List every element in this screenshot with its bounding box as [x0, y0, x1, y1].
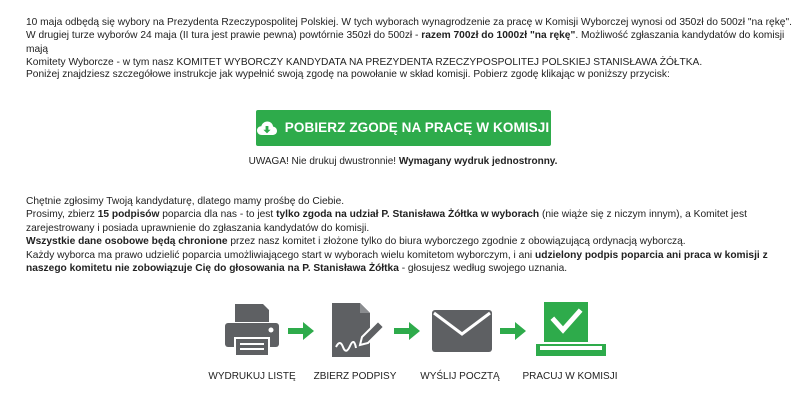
step-label-send: WYŚLIJ POCZTĄ	[420, 371, 500, 382]
intro-line-1: 10 maja odbędą się wybory na Prezydenta Rzeczypospolitej Polskiej. W tych wyborach wynagrodzenie za pracę w Komisji Wyborczej wynosi od 350zł do 500zł "na rękę".	[26, 17, 792, 28]
p3-bold: Wszystkie dane osobowe będą chronione	[26, 236, 228, 248]
intro-line-2	[26, 29, 802, 56]
p2-bold-signatures: 15 podpisów	[97, 209, 160, 221]
steps-row	[0, 300, 806, 400]
details-p4	[26, 249, 802, 276]
intro-line-2-c: . Możliwość zgłaszania kandydatów do komisji mają	[26, 30, 785, 55]
details-p1: Chętnie zgłosimy Twoją kandydaturę, dlatego mamy prośbę do Ciebie.	[26, 196, 345, 207]
cta-section	[0, 110, 806, 168]
instructions-text: Poniżej znajdziesz szczegółowe instrukcje jak wypełnić swoją zgodę na powołanie w skład komisji. Pobierz zgodę klikając w poniższy przycisk:	[26, 69, 670, 80]
p2-e: (nie wiąże się z niczym innym), a Komitet jest zarejestrowany i posiada uprawnienie do zgłaszania kandydatów do komisji.	[26, 209, 747, 234]
p3-b: przez nasz komitet i złożone tylko do biura wyborczego zgodnie z obowiązującą ordynacją wyborczą.	[227, 236, 686, 248]
p2-c: poparcia dla nas - to jest	[159, 209, 277, 221]
details-p3	[26, 235, 802, 248]
intro-text	[26, 16, 802, 70]
intro-line-3: Komitety Wyborcze - w tym nasz KOMITET WYBORCZY KANDYDATA NA PREZYDENTA RZECZYPOSPOLITEJ POLSKIEJ STANISŁAWA ŻÓŁTKA.	[26, 57, 703, 69]
p4-c: - głosujesz według swojego uznania.	[398, 263, 568, 275]
cloud-download-icon	[257, 121, 277, 136]
warning-bold: Wymagany wydruk jednostronny.	[398, 156, 558, 167]
details-p2	[26, 208, 802, 235]
download-consent-button[interactable]	[256, 110, 551, 146]
steps-labels	[0, 300, 806, 400]
p2-bold-consent: tylko zgoda na udział P. Stanisława Żółtka w wyborach	[276, 209, 540, 221]
p4-a: Każdy wyborca ma prawo udzielić poparcia umożliwiającego start w wyborach wielu komitetom wyborczym, i ani	[26, 249, 536, 261]
step-label-collect: ZBIERZ PODPISY	[313, 371, 397, 382]
step-label-work: PRACUJ W KOMISJI	[522, 371, 618, 382]
p4-bold: udzielony podpis poparcia ani praca w komisji z naszego komitetu nie zobowiązuje Cię do głosowania na P. Stanisława Żółtka	[26, 249, 768, 275]
intro-line-2-a: W drugiej turze wyborów 24 maja (II tura jest prawie pewna) powtórnie 350zł do 500zł -	[26, 30, 422, 42]
p2-a: Prosimy, zbierz	[26, 209, 98, 221]
warning-text: UWAGA! Nie drukuj dwustronnie!	[248, 156, 399, 167]
step-label-print: WYDRUKUJ LISTĘ	[208, 371, 296, 382]
intro-line-2-bold: razem 700zł do 1000zł "na rękę"	[421, 30, 576, 42]
print-warning	[0, 155, 806, 168]
details-text	[26, 195, 802, 275]
download-consent-label: POBIERZ ZGODĘ NA PRACĘ W KOMISJI	[284, 120, 550, 136]
